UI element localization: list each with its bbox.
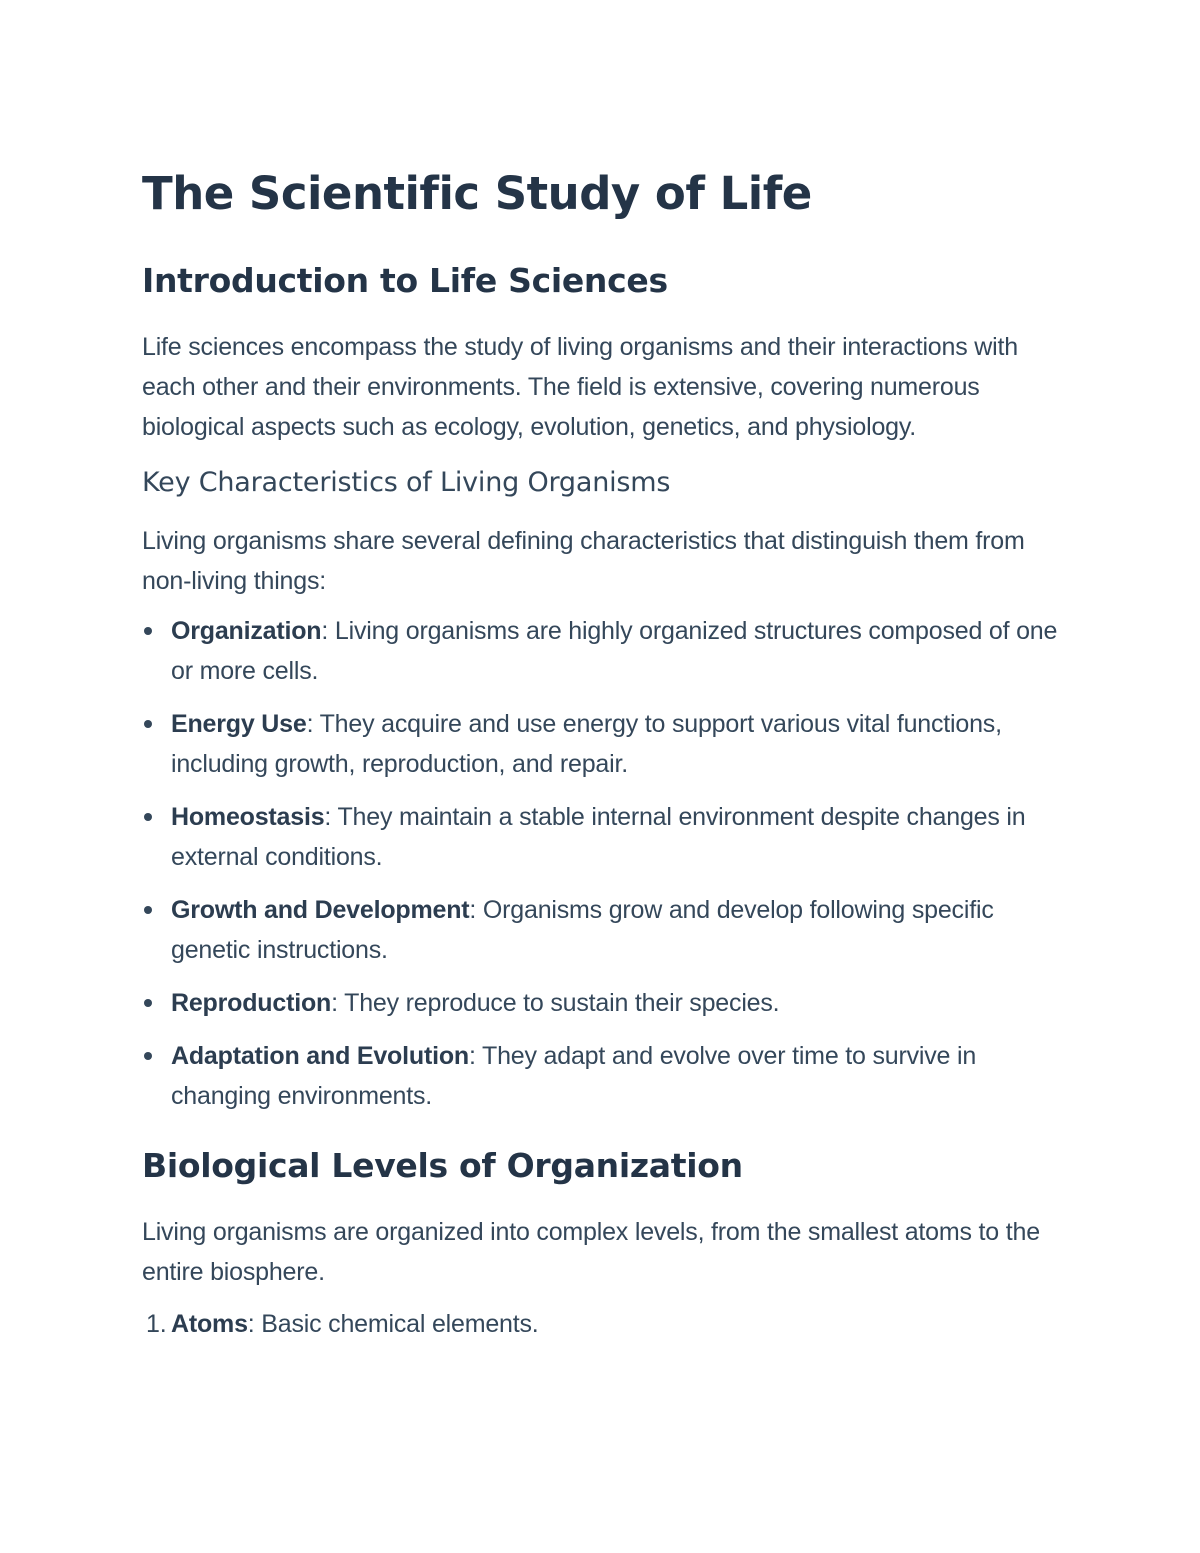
list-item xyxy=(142,704,1062,784)
list-item-term: Organization xyxy=(171,617,322,645)
list-item xyxy=(142,983,1062,1023)
bullet-icon xyxy=(144,906,152,914)
list-item-text: : Basic chemical elements. xyxy=(247,1310,539,1338)
list-item xyxy=(142,1304,1062,1344)
section-heading-intro: Introduction to Life Sciences xyxy=(142,261,668,300)
list-item-text: : They adapt and evolve over time to survive in changing environments. xyxy=(171,1042,977,1110)
levels-list xyxy=(142,1304,1062,1344)
list-item xyxy=(142,890,1062,970)
list-item-text: : They reproduce to sustain their species. xyxy=(331,989,780,1017)
list-item-term: Reproduction xyxy=(171,989,332,1017)
characteristics-paragraph: Living organisms share several defining characteristics that distinguish them from non-living things: xyxy=(142,527,1025,595)
list-item-text: : Organisms grow and develop following specific genetic instructions. xyxy=(171,896,994,964)
bullet-icon xyxy=(144,999,152,1007)
characteristics-list xyxy=(142,611,1062,1116)
list-item-text: : They acquire and use energy to support various vital functions, including growth, reproduction, and repair. xyxy=(171,710,1002,778)
list-item-text: : Living organisms are highly organized structures composed of one or more cells. xyxy=(171,617,1058,685)
bullet-icon xyxy=(144,720,152,728)
list-item xyxy=(142,797,1062,877)
list-item-number: 1. xyxy=(146,1310,167,1338)
list-item xyxy=(142,611,1062,691)
list-item-term: Growth and Development xyxy=(171,896,470,924)
section-heading-levels: Biological Levels of Organization xyxy=(142,1146,743,1185)
bullet-icon xyxy=(144,1052,152,1060)
document-page xyxy=(142,165,1062,1344)
list-item-term: Energy Use xyxy=(171,710,307,738)
levels-paragraph: Living organisms are organized into complex levels, from the smallest atoms to the entire biosphere. xyxy=(142,1218,1040,1286)
subsection-heading-characteristics: Key Characteristics of Living Organisms xyxy=(142,467,671,498)
list-item xyxy=(142,1036,1062,1116)
document-title: The Scientific Study of Life xyxy=(142,167,812,220)
intro-paragraph: Life sciences encompass the study of living organisms and their interactions with each other and their environments. The field is extensive, covering numerous biological aspects such as ecology, evolution, genetics, and physiology. xyxy=(142,333,1018,441)
bullet-icon xyxy=(144,813,152,821)
list-item-term: Homeostasis xyxy=(171,803,325,831)
bullet-icon xyxy=(144,627,152,635)
list-item-term: Adaptation and Evolution xyxy=(171,1042,469,1070)
list-item-term: Atoms xyxy=(171,1310,248,1338)
list-item-text: : They maintain a stable internal environment despite changes in external conditions. xyxy=(171,803,1026,871)
